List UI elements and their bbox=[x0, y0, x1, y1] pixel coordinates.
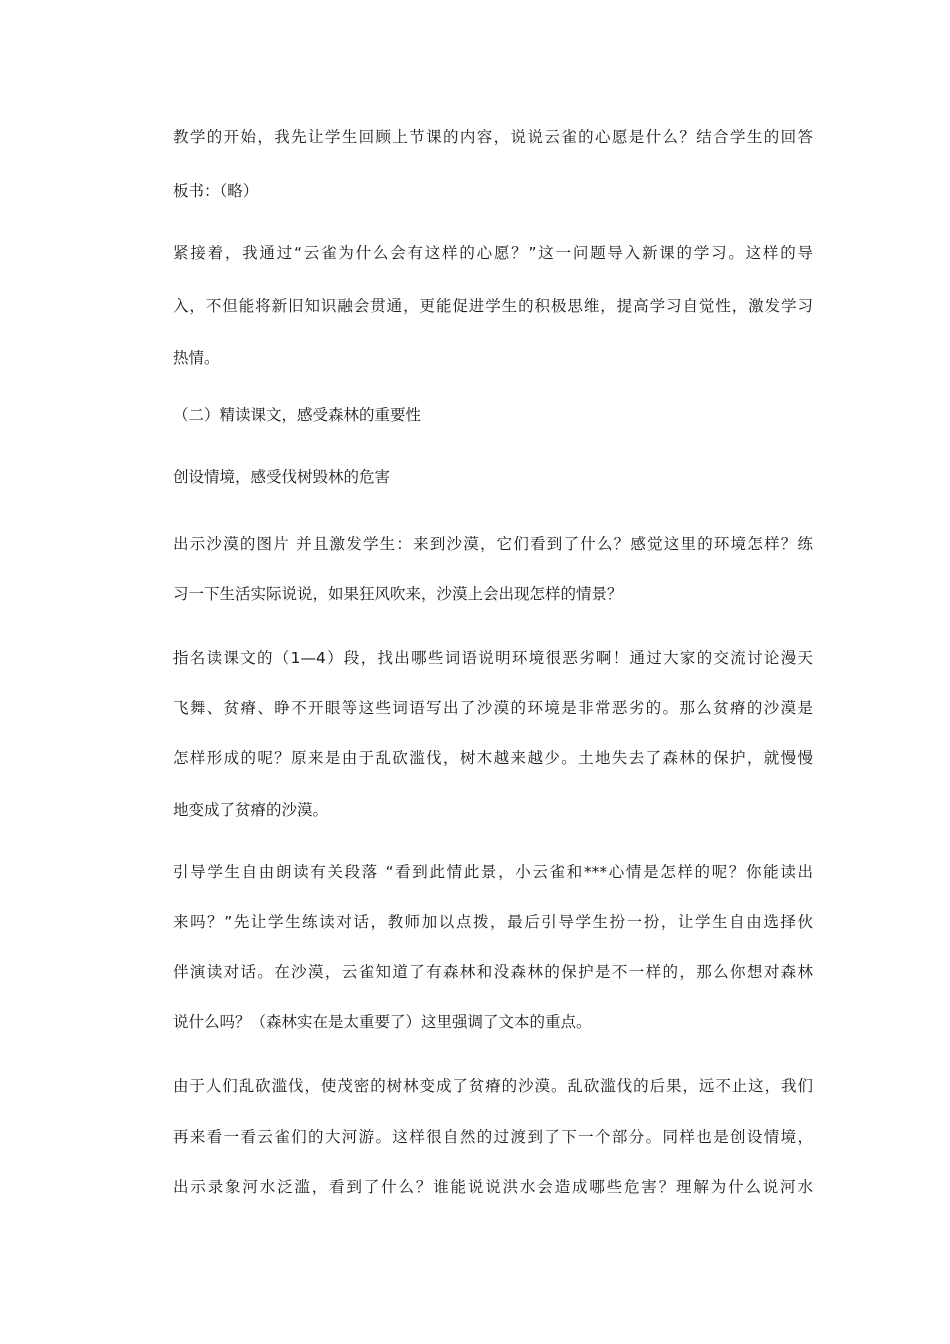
text-line: 伴演读对话。在沙漠，云雀知道了有森林和没森林的保护是不一样的，那么你想对森林 bbox=[173, 963, 813, 981]
section-heading: （二）精读课文，感受森林的重要性 bbox=[173, 406, 422, 424]
text-line: 创设情境，感受伐树毁林的危害 bbox=[173, 468, 391, 486]
text-line: 地变成了贫瘠的沙漠。 bbox=[173, 801, 329, 819]
text-line: 习一下生活实际说说，如果狂风吹来，沙漠上会出现怎样的情景？ bbox=[173, 585, 623, 603]
text-line: 出示录象河水泛滥，看到了什么？谁能说说洪水会造成哪些危害？理解为什么说河水 bbox=[173, 1178, 813, 1196]
text-line: 出示沙漠的图片 并且激发学生：来到沙漠，它们看到了什么？感觉这里的环境怎样？练 bbox=[173, 535, 813, 553]
text-line: 说什么吗？（森林实在是太重要了）这里强调了文本的重点。 bbox=[173, 1013, 592, 1031]
text-line: 来吗？”先让学生练读对话，教师加以点拨，最后引导学生扮一扮，让学生自由选择伙 bbox=[173, 913, 813, 931]
text-line: 热情。 bbox=[173, 349, 220, 367]
text-line: 飞舞、贫瘠、睁不开眼等这些词语写出了沙漠的环境是非常恶劣的。那么贫瘠的沙漠是 bbox=[173, 699, 813, 717]
text-line: 引导学生自由朗读有关段落 “看到此情此景，小云雀和***心情是怎样的呢？你能读出 bbox=[173, 863, 813, 881]
text-line: 入，不但能将新旧知识融会贯通，更能促进学生的积极思维，提高学习自觉性，激发学习 bbox=[173, 297, 813, 315]
text-line: 教学的开始，我先让学生回顾上节课的内容，说说云雀的心愿是什么？结合学生的回答 bbox=[173, 128, 813, 146]
text-line: 再来看一看云雀们的大河游。这样很自然的过渡到了下一个部分。同样也是创设情境， bbox=[173, 1128, 813, 1146]
text-line: 板书：（略） bbox=[173, 182, 259, 200]
text-line: 指名读课文的（1—4）段，找出哪些词语说明环境很恶劣啊！通过大家的交流讨论漫天 bbox=[173, 649, 813, 667]
text-line: 怎样形成的呢？原来是由于乱砍滥伐，树木越来越少。土地失去了森林的保护，就慢慢 bbox=[173, 749, 813, 767]
text-line: 紧接着，我通过“云雀为什么会有这样的心愿？”这一问题导入新课的学习。这样的导 bbox=[173, 244, 813, 262]
text-line: 由于人们乱砍滥伐，使茂密的树林变成了贫瘠的沙漠。乱砍滥伐的后果，远不止这，我们 bbox=[173, 1077, 813, 1095]
